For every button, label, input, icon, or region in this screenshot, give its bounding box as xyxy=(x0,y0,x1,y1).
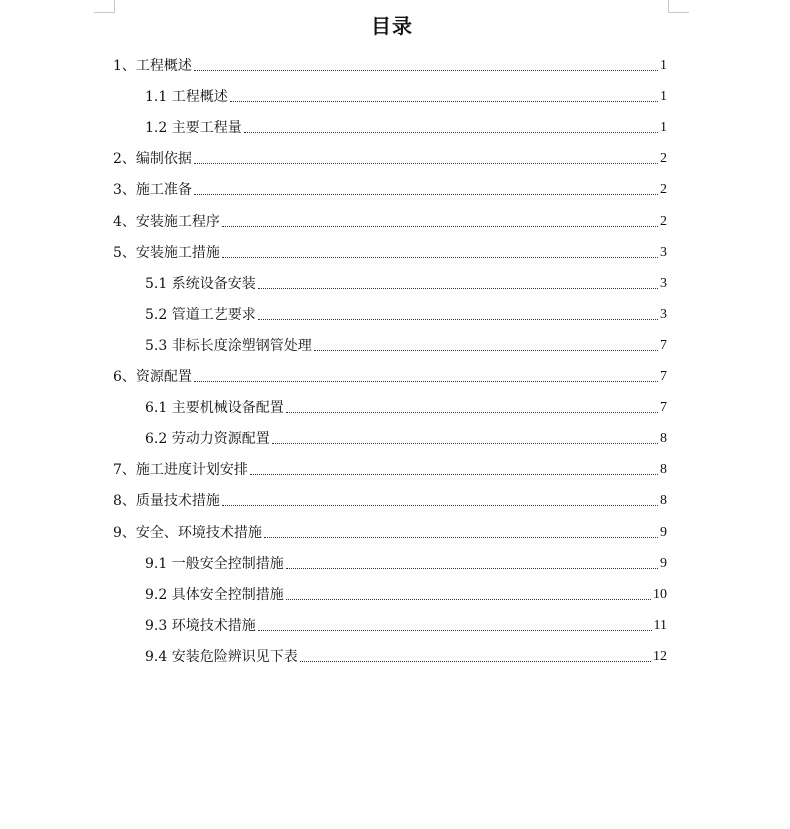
toc-entry-label: 9.1 一般安全控制措施 xyxy=(145,556,284,572)
toc-entry[interactable] xyxy=(113,240,667,262)
toc-entry-page-number: 2 xyxy=(660,182,667,197)
toc-entry-label: 9.2 具体安全控制措施 xyxy=(145,587,284,603)
dot-leader xyxy=(222,225,658,227)
toc-entry-label: 9.4 安装危险辨识见下表 xyxy=(145,649,298,665)
toc-entry[interactable] xyxy=(145,84,667,106)
toc-entry-label: 5.1 系统设备安装 xyxy=(145,276,256,292)
toc-entry-label: 6.1 主要机械设备配置 xyxy=(145,400,284,416)
toc-entry-page-number: 10 xyxy=(653,587,667,602)
toc-entry-label: 6.2 劳动力资源配置 xyxy=(145,431,270,447)
toc-entry-label: 6、资源配置 xyxy=(113,369,192,385)
dot-leader xyxy=(314,349,658,351)
toc-entry-label: 8、质量技术措施 xyxy=(113,493,220,509)
toc-entry-label: 5、安装施工措施 xyxy=(113,245,220,261)
dot-leader xyxy=(258,318,658,320)
toc-entry-page-number: 7 xyxy=(660,369,667,384)
toc-entry-page-number: 2 xyxy=(660,214,667,229)
dot-leader xyxy=(230,100,658,102)
toc-entry[interactable] xyxy=(113,457,667,479)
dot-leader xyxy=(300,660,651,662)
toc-entry-page-number: 1 xyxy=(660,120,667,135)
toc-entry-page-number: 3 xyxy=(660,276,667,291)
toc-entry-label: 3、施工准备 xyxy=(113,182,192,198)
toc-entry-label: 7、施工进度计划安排 xyxy=(113,462,248,478)
toc-entry[interactable] xyxy=(145,582,667,604)
dot-leader xyxy=(286,598,651,600)
toc-entry[interactable] xyxy=(145,613,667,635)
dot-leader xyxy=(272,442,658,444)
toc-entry-page-number: 9 xyxy=(660,556,667,571)
toc-entry-page-number: 11 xyxy=(653,618,667,633)
toc-entry-label: 1、工程概述 xyxy=(113,58,192,74)
toc-entry-page-number: 2 xyxy=(660,151,667,166)
toc-entry[interactable] xyxy=(145,551,667,573)
toc-entry[interactable] xyxy=(113,146,667,168)
dot-leader xyxy=(258,287,658,289)
toc-entry-page-number: 12 xyxy=(653,649,667,664)
toc-entry-page-number: 3 xyxy=(660,245,667,260)
dot-leader xyxy=(194,162,658,164)
toc-entry[interactable] xyxy=(113,364,667,386)
dot-leader xyxy=(286,411,658,413)
toc-entry-label: 1.2 主要工程量 xyxy=(145,120,242,136)
toc-entry-label: 2、编制依据 xyxy=(113,151,192,167)
toc-entry-label: 4、安装施工程序 xyxy=(113,214,220,230)
dot-leader xyxy=(222,504,658,506)
toc-entry-page-number: 8 xyxy=(660,493,667,508)
toc-entry[interactable] xyxy=(145,271,667,293)
dot-leader xyxy=(264,536,658,538)
dot-leader xyxy=(244,131,658,133)
dot-leader xyxy=(258,629,652,631)
toc-entry-page-number: 3 xyxy=(660,307,667,322)
toc-entry[interactable] xyxy=(145,302,667,324)
toc-entry-page-number: 1 xyxy=(660,89,667,104)
toc-entry[interactable] xyxy=(145,395,667,417)
dot-leader xyxy=(250,473,658,475)
toc-title: 目录 xyxy=(371,14,413,38)
toc-entry-label: 5.2 管道工艺要求 xyxy=(145,307,256,323)
toc-entry[interactable] xyxy=(113,177,667,199)
toc-entry[interactable] xyxy=(113,53,667,75)
dot-leader xyxy=(194,69,658,71)
toc-entry-page-number: 7 xyxy=(660,400,667,415)
toc-entry-page-number: 9 xyxy=(660,525,667,540)
toc-entry-page-number: 1 xyxy=(660,58,667,73)
toc-entry-label: 1.1 工程概述 xyxy=(145,89,228,105)
dot-leader xyxy=(194,193,658,195)
toc-entry-label: 9、安全、环境技术措施 xyxy=(113,525,262,541)
toc-entry[interactable] xyxy=(145,426,667,448)
toc-entry[interactable] xyxy=(145,115,667,137)
dot-leader xyxy=(222,256,658,258)
toc-entry-page-number: 8 xyxy=(660,462,667,477)
dot-leader xyxy=(286,567,658,569)
dot-leader xyxy=(194,380,658,382)
toc-entry[interactable] xyxy=(113,520,667,542)
toc-entry[interactable] xyxy=(145,644,667,666)
toc-entry-page-number: 7 xyxy=(660,338,667,353)
toc-entry[interactable] xyxy=(145,333,667,355)
toc-entry-label: 9.3 环境技术措施 xyxy=(145,618,256,634)
toc-entry-page-number: 8 xyxy=(660,431,667,446)
toc-entry-label: 5.3 非标长度涂塑钢管处理 xyxy=(145,338,312,354)
toc-entry[interactable] xyxy=(113,488,667,510)
toc-entry[interactable] xyxy=(113,209,667,231)
